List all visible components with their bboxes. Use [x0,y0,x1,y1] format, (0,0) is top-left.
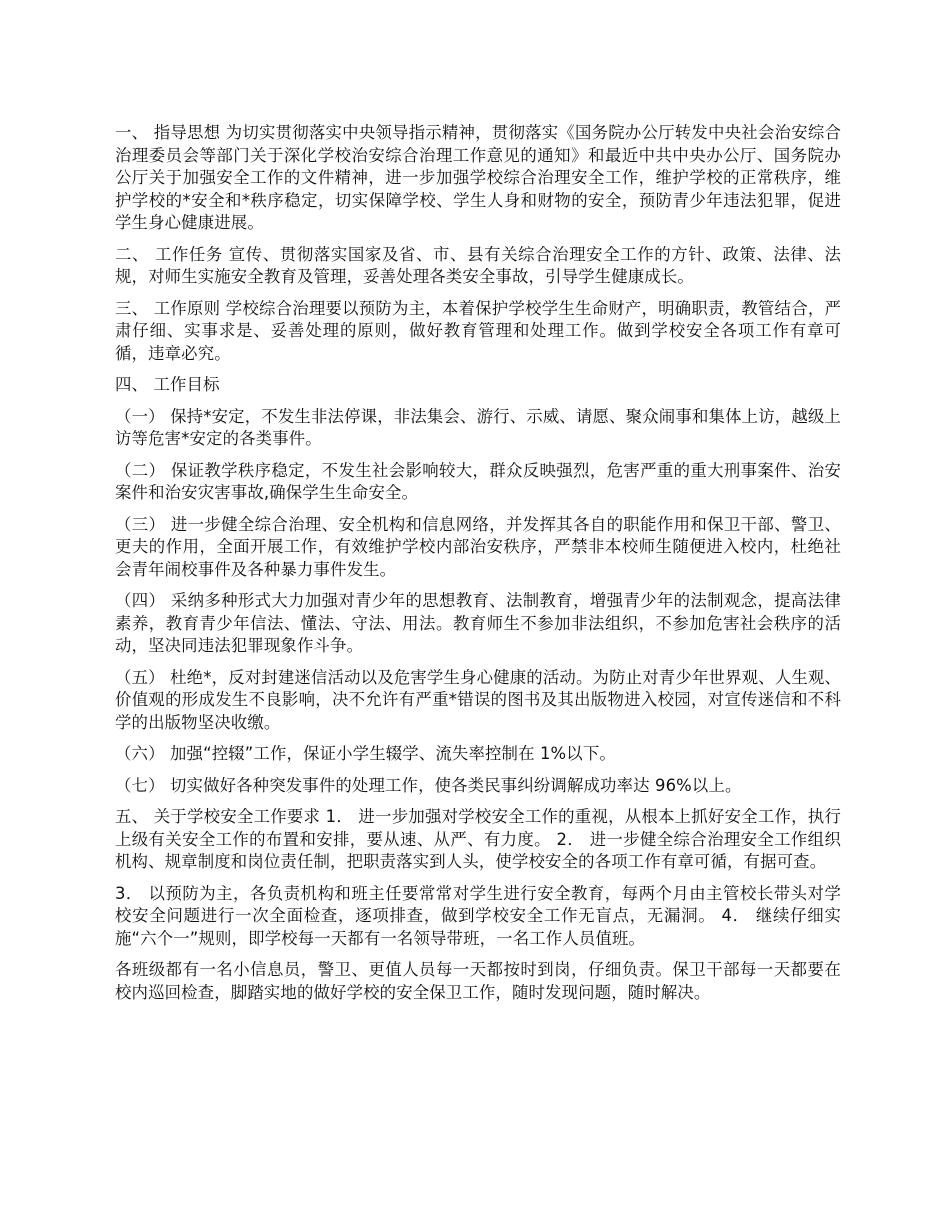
paragraph-work-goals-heading: 四、 工作目标 [115,375,220,394]
paragraph-safety-requirements: 五、 关于学校安全工作要求 1． 进一步加强对学校安全工作的重视，从根本上抓好安全工作，执行上级有关安全工作的布置和安排，要从速、从严、有力度。 2． 进一步健全综合治理安全工作组织机构、规章制度和岗位责任制，把职责落实到人头，使学校安全的各项工作有章可循，有据可查。 [115,807,841,871]
paragraph-goal-5: （五） 杜绝*，反对封建迷信活动以及危害学生身心健康的活动。为防止对青少年世界观、人生观、价值观的形成发生不良影响，决不允许有严重*错误的图书及其出版物进入校园，对宣传迷信和不科学的出版物坚决收缴。 [115,667,841,732]
paragraph-work-tasks: 二、 工作任务 宣传、贯彻落实国家及省、市、县有关综合治理安全工作的方针、政策、法律、法规，对师生实施安全教育及管理，妥善处理各类安全事故，引导学生健康成长。 [115,244,841,286]
paragraph-work-principles: 三、 工作原则 学校综合治理要以预防为主，本着保护学校学生生命财产，明确职责，教管结合，严肃仔细、实事求是、妥善处理的原则，做好教育管理和处理工作。做到学校安全各项工作有章可循，违章必究。 [115,298,841,363]
paragraph-goal-3: （三） 进一步健全综合治理、安全机构和信息网络，并发挥其各自的职能作用和保卫干部、警卫、更夫的作用，全面开展工作，有效维护学校内部治安秩序，严禁非本校师生随便进入校内，杜绝社会青年闹校事件及各种暴力事件发生。 [115,514,841,579]
paragraph-guiding-ideology: 一、 指导思想 为切实贯彻落实中央领导指示精神，贯彻落实《国务院办公厅转发中央社会治安综合治理委员会等部门关于深化学校治安综合治理工作意见的通知》和最近中共中央办公厅、国务院办公厅关于加强安全工作的文件精神，进一步加强学校综合治理安全工作，维护学校的正常秩序，维护学校的*安全和*秩序稳定，切实保障学校、学生人身和财物的安全，预防青少年违法犯罪，促进学生身心健康进展。 [115,123,841,232]
paragraph-class-informants: 各班级都有一名小信息员，警卫、更值人员每一天都按时到岗，仔细负责。保卫干部每一天都要在校内巡回检查，脚踏实地的做好学校的安全保卫工作，随时发现问题，随时解决。 [115,960,841,1002]
paragraph-goal-1: （一） 保持*安定，不发生非法停课，非法集会、游行、示威、请愿、聚众闹事和集体上访，越级上访等危害*安定的各类事件。 [115,406,841,448]
paragraph-goal-4: （四） 采纳多种形式大力加强对青少年的思想教育、法制教育，增强青少年的法制观念，提高法律素养，教育青少年信法、懂法、守法、用法。教育师生不参加非法组织，不参加危害社会秩序的活动，坚决同违法犯罪现象作斗争。 [115,591,841,655]
paragraph-goal-7: （七） 切实做好各种突发事件的处理工作，使各类民事纠纷调解成功率达 96%以上。 [115,775,742,795]
paragraph-goal-2: （二） 保证教学秩序稳定，不发生社会影响较大，群众反映强烈，危害严重的重大刑事案件、治安案件和治安灾害事故,确保学生生命安全。 [115,460,841,502]
paragraph-goal-6: （六） 加强“控辍”工作，保证小学生辍学、流失率控制在 1%以下。 [115,744,616,763]
document-body [115,122,841,1013]
paragraph-requirements-3-4: 3． 以预防为主，各负责机构和班主任要常常对学生进行安全教育，每两个月由主管校长带头对学校安全问题进行一次全面检查，逐项排查，做到学校安全工作无盲点，无漏洞。 4． 继续仔细实施“六个一”规则，即学校每一天都有一名领导带班，一名工作人员值班。 [115,883,841,948]
